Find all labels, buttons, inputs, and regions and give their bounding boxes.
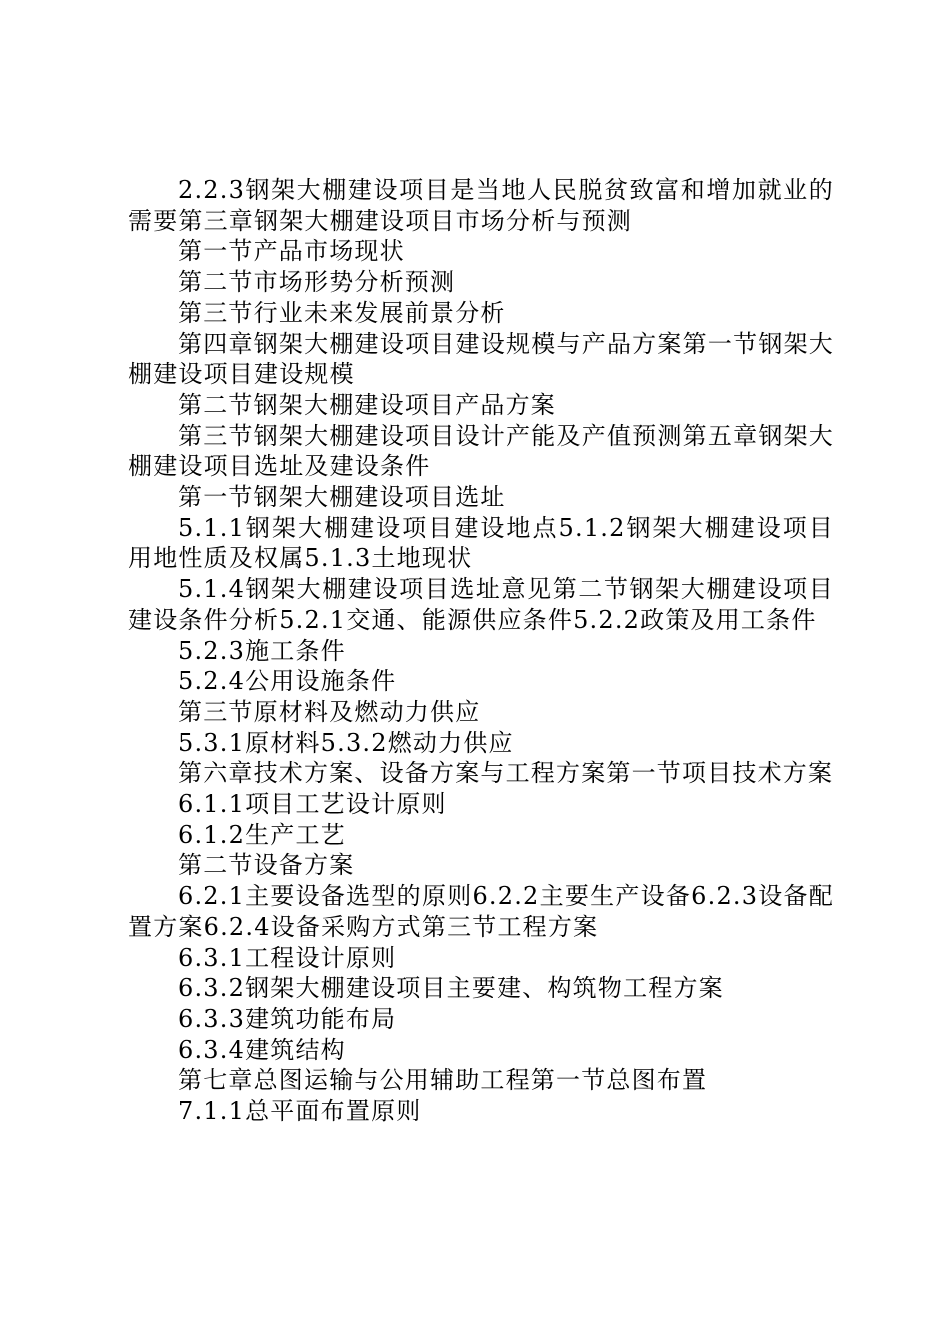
paragraph: 6.1.2生产工艺 — [178, 820, 346, 849]
paragraph: 6.2.1主要设备选型的原则6.2.2主要生产设备6.2.3设备配置方案6.2.4设备采购方式第三节工程方案 — [128, 882, 834, 941]
paragraph: 5.2.4公用设施条件 — [178, 667, 397, 696]
paragraph: 第四章钢架大棚建设项目建设规模与产品方案第一节钢架大棚建设项目建设规模 — [128, 329, 834, 389]
paragraph: 6.3.3建筑功能布局 — [178, 1004, 397, 1033]
paragraph: 6.3.1工程设计原则 — [178, 943, 397, 972]
paragraph: 第二节钢架大棚建设项目产品方案 — [178, 390, 556, 419]
paragraph: 7.1.1总平面布置原则 — [178, 1097, 422, 1126]
paragraph: 第七章总图运输与公用辅助工程第一节总图布置 — [178, 1066, 708, 1095]
paragraph: 第六章技术方案、设备方案与工程方案第一节项目技术方案 — [178, 759, 834, 788]
paragraph: 第三节行业未来发展前景分析 — [178, 298, 506, 327]
paragraph: 第三节原材料及燃动力供应 — [178, 697, 481, 726]
paragraph: 2.2.3钢架大棚建设项目是当地人民脱贫致富和增加就业的需要第三章钢架大棚建设项目市场分析与预测 — [128, 176, 834, 235]
paragraph: 6.1.1项目工艺设计原则 — [178, 790, 447, 819]
paragraph: 5.1.1钢架大棚建设项目建设地点5.1.2钢架大棚建设项目用地性质及权属5.1.3土地现状 — [128, 513, 834, 573]
paragraph: 第一节产品市场现状 — [178, 237, 405, 266]
paragraph: 第一节钢架大棚建设项目选址 — [178, 483, 506, 512]
paragraph: 6.3.4建筑结构 — [178, 1035, 346, 1064]
paragraph: 第三节钢架大棚建设项目设计产能及产值预测第五章钢架大棚建设项目选址及建设条件 — [128, 421, 834, 481]
paragraph: 第二节市场形势分析预测 — [178, 268, 456, 297]
document-body — [128, 175, 834, 1127]
paragraph: 5.2.3施工条件 — [178, 636, 346, 665]
paragraph: 5.3.1原材料5.3.2燃动力供应 — [178, 728, 514, 757]
paragraph: 5.1.4钢架大棚建设项目选址意见第二节钢架大棚建设项目建设条件分析5.2.1交通、能源供应条件5.2.2政策及用工条件 — [128, 575, 834, 634]
paragraph: 第二节设备方案 — [178, 851, 355, 880]
paragraph: 6.3.2钢架大棚建设项目主要建、构筑物工程方案 — [178, 974, 724, 1003]
